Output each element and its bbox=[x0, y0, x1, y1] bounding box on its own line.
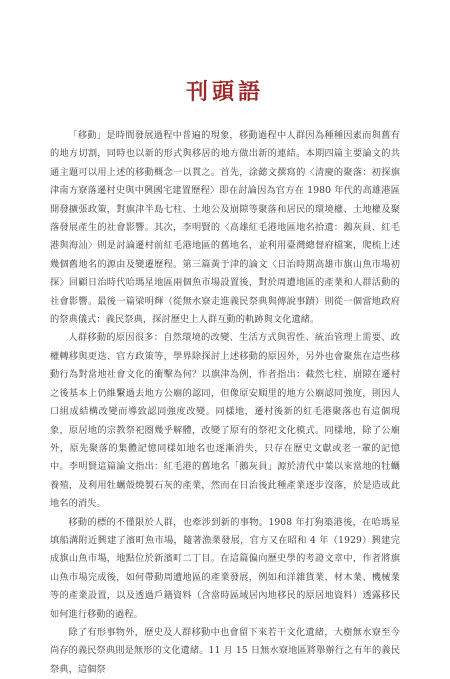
paragraph: 除了有形事物外，歷史及人群移動中也會留下來若干文化遺緒，大樹無水寮至今尚存的義民祭典則是無形的文化遺緒。11 月 15 日無水寮地區將舉辦行之有年的義民祭典，這個祭 bbox=[50, 626, 400, 675]
page-title: 刊頭語 bbox=[185, 78, 264, 105]
paragraph: 「移動」是時間發展過程中普遍的現象，移動過程中人群因為種種因素而與舊有的地方切割，同時也以新的形式與移居的地方做出新的連結。本期四篇主要論文的共通主題可以用上述的移動概念一以貫之。首先，涂懿文撰寫的〈清慶的聚落：初探旗津南方寮落遷村史與中興國宅建置歷程〉即在討論因為官方在 1980 年代的高雄港區開發擴張政策，對旗津半島七柱、土地公及崩隙等聚落和居民的環境權、土地權及聚落發展產生的社會影響。其次，李明賢的〈高雄紅毛港地區地名拾遺：鵝灰員、紅毛港與海汕〉則是討論遷村前紅毛港地區的舊地名，並利用臺灣總督府檔案，爬梳上述幾個舊地名的源由及變遷歷程。第三篇黃于津的論文〈日治時期高雄市旗山魚市場初探〉回顧日治時代哈瑪星地區兩個魚市場設置後，對於周遭地區的產業和人群活動的社會影響。最後一篇梁明輝（從無水寮走進義民祭典與傳說事蹟）則從一個當地政府的祭典儀式：義民祭典，探討歷史上人群互動的軌跡與文化遺緒。 bbox=[50, 130, 400, 326]
paragraph: 移動的標的不僅限於人群，也牽涉到新的事物。1908 年打狗築港後，在哈瑪星填船溝附近興建了濱町魚市場，隨著漁業發展，官方又在昭和 4 年（1929）興建完成旗山魚市場，地點位於新濱町二丁目。在這篇偏向歷史學的考證文章中，作者將旗山魚市場完成後，如何帶動周遭地區的產業發展，例如和洋雜貨業、材木業、機械業等的產業設置，以及透過戶籍資料（含當時區域居內地移民的原居地資料）透露移民如何進行移動的過程。 bbox=[50, 516, 400, 620]
paragraph: 人群移動的原因很多：自然環境的改變、生活方式與習性、統治管理上需要、政權轉移與更迭、官方政策等，學界除探討上述移動的原因外，另外也會聚焦在這些移動行為對當地社會文化的衝擊為何？以旗津為例，作者指出：截然七柱、崩隙在遷村之後基本上仍維繫過去地方公廟的認同，但像原安順里的地方公廟認同強度，則因人口組成結構改變而導致認同強度改變。同樣地，遷村後新的紅毛港聚落也有這個現象，原居地的宗教祭祀圈幾乎解體，改變了原有的祭祀文化模式。同樣地，除了公廟外，原先聚落的集體記憶同樣如地名也逐漸消失，只存在歷史文獻或老一輩的記憶中。李明賢這篇論文指出：紅毛港的舊地名「鵝灰員」源於清代中葉以來當地的牡蠣養殖，及利用牡蠣殼燒製石灰的產業，然而在日治後此種產業逐步沒落，於是造成此地名的消失。 bbox=[50, 332, 400, 510]
article-body bbox=[50, 127, 400, 679]
